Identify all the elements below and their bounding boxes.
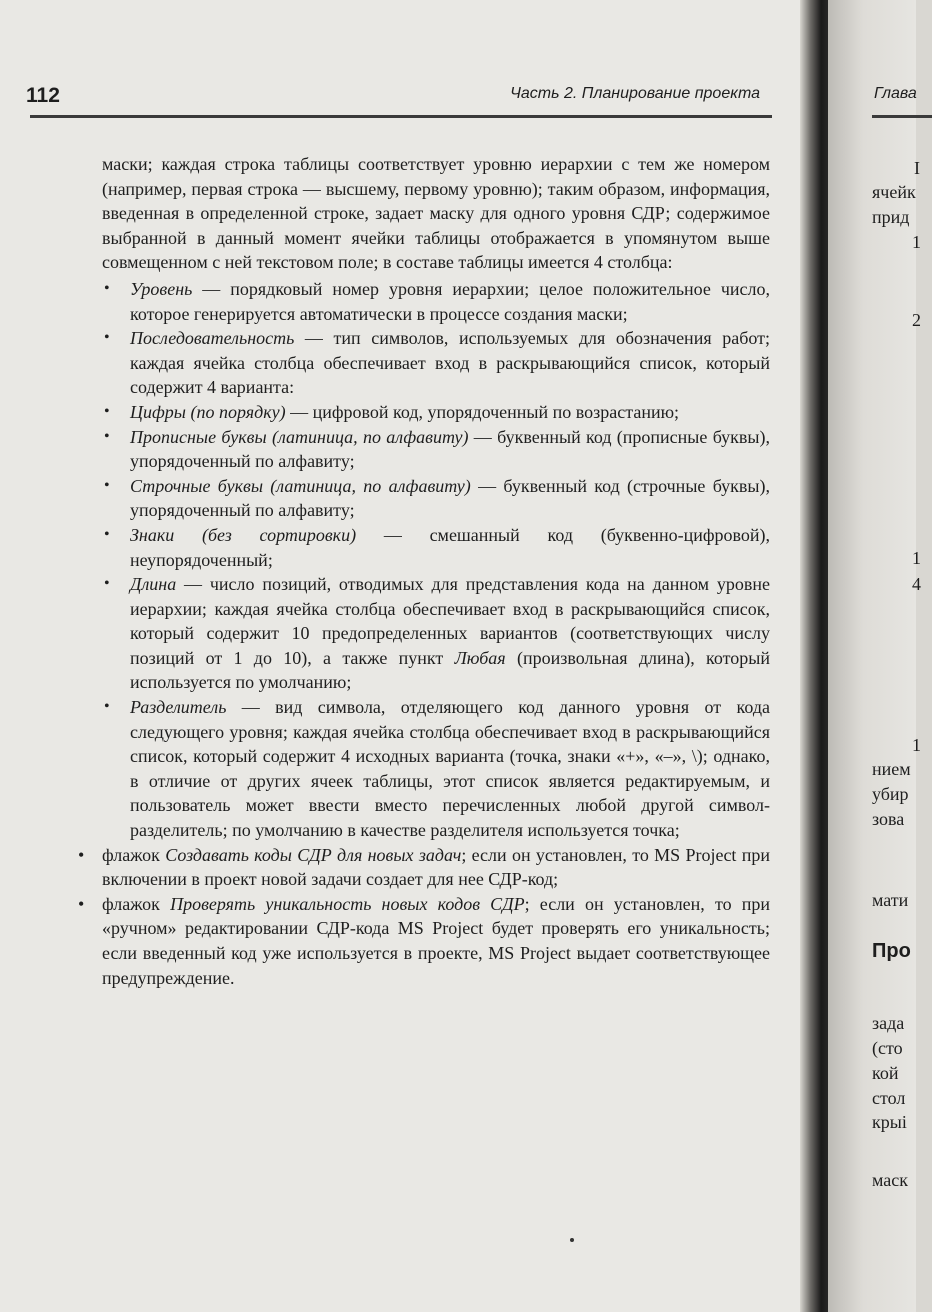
speck xyxy=(570,1238,574,1242)
item-term: Последовательность xyxy=(130,328,295,349)
item-text: ; если он установлен, то MS Project при включении в проект новой задачи создает для нее СДР-код; xyxy=(102,844,770,890)
item-text: — смешанный код (буквенно-цифровой), неупорядоченный; xyxy=(130,524,770,570)
right-fragment: (сто xyxy=(872,1038,903,1058)
item-text: — число позиций, отводимых для представления кода на данном уровне иерархии; каждая ячейка столбца обеспечивает вход в раскрывающийся список, который содержит 10 предопределенных вариантов (соответствующих числу позиций от 1 до 10), а также пункт xyxy=(130,574,770,668)
right-fragment: убир xyxy=(872,784,909,804)
item-term: Длина xyxy=(130,574,177,595)
list-item xyxy=(130,572,770,695)
body-text xyxy=(102,152,770,990)
flag-list xyxy=(102,843,770,991)
right-header-rule xyxy=(872,115,932,118)
right-fragment: крыі xyxy=(872,1112,907,1132)
right-fragment: зова xyxy=(872,809,905,829)
item-text: — буквенный код (прописные буквы), упорядоченный по алфавиту; xyxy=(130,426,771,472)
right-fragment: нием xyxy=(872,759,911,779)
list-item xyxy=(102,892,770,990)
list-item xyxy=(130,326,770,400)
book-gutter xyxy=(800,0,830,1312)
right-page xyxy=(828,0,921,1312)
list-item xyxy=(130,474,770,523)
list-item xyxy=(130,695,770,843)
right-fragment: 4 xyxy=(912,574,921,594)
item-text: — тип символов, используемых для обозначения работ; каждая ячейка столбца обеспечивает вход в раскрывающийся список, который содержит 4 варианта: xyxy=(130,328,770,398)
right-fragment: 1 xyxy=(912,232,921,252)
list-item xyxy=(130,425,770,474)
right-heading-fragment: Про xyxy=(872,940,911,962)
item-term: Любая xyxy=(454,647,506,668)
item-text: — буквенный код (строчные буквы), упорядоченный по алфавиту; xyxy=(130,475,770,521)
right-fragment: мати xyxy=(872,890,909,910)
right-fragment: 2 xyxy=(912,310,921,330)
running-head: Часть 2. Планирование проекта xyxy=(510,85,760,102)
header-rule xyxy=(30,115,772,118)
right-fragment: 1 xyxy=(912,548,921,568)
item-term: Цифры (по порядку) xyxy=(130,401,286,422)
right-fragment: кой xyxy=(872,1063,899,1083)
right-fragment: зада xyxy=(872,1013,905,1033)
list-item xyxy=(102,843,770,892)
right-fragment: стол xyxy=(872,1088,906,1108)
column-list xyxy=(102,277,770,843)
list-item xyxy=(130,277,770,326)
item-term: Знаки (без сортировки) xyxy=(130,524,357,545)
item-term: Уровень xyxy=(130,278,193,299)
item-term: Разделитель xyxy=(130,697,227,718)
right-fragment: 1 xyxy=(912,735,921,755)
intro-paragraph: маски; каждая строка таблицы соответствует уровню иерархии с тем же номером (например, первая строка — высшему, первому уровню); таким образом, информация, введенная в определенной строке, задает маску для одного уровня СДР; содержимое выбранной в данный момент ячейки таблицы отображается в упомянутом выше совмещенном с ней текстовом поле; в составе таблицы имеется 4 столбца: xyxy=(102,154,770,273)
item-text: — вид символа, отделяющего код данного уровня от кода следующего уровня; каждая ячейка столбца обеспечивает вход в раскрывающийся список, который содержит 4 исходных варианта (точка, знаки «+», «–», \); однако, в отличие от других ячеек таблицы, этот список является редактируемым, и пользователь может ввести вместо перечисленных любой другой символ-разделитель; по умолчанию в качестве разделителя используется точка; xyxy=(130,697,770,841)
right-fragment: ячейк xyxy=(872,182,916,202)
item-lead: флажок xyxy=(102,844,166,865)
item-text: — цифровой код, упорядоченный по возрастанию; xyxy=(285,401,680,422)
item-term: Прописные буквы (латиница, по алфавиту) xyxy=(130,426,469,447)
item-term: Создавать коды СДР для новых задач xyxy=(165,844,462,865)
item-term: Проверять уникальность новых кодов СДР xyxy=(170,893,525,914)
item-term: Строчные буквы (латиница, по алфавиту) xyxy=(130,475,471,496)
item-lead: флажок xyxy=(102,893,171,914)
right-fragment: I xyxy=(914,158,920,178)
item-text: — порядковый номер уровня иерархии; целое положительное число, которое генерируется автоматически в процессе создания маски; xyxy=(130,278,770,324)
right-fragment: маск xyxy=(872,1170,908,1190)
item-text: ; если он установлен, то при «ручном» редактировании СДР-кода MS Project будет проверять его уникальность; если введенный код уже используется в проекте, MS Project выдает соответствующее предупреждение. xyxy=(102,893,770,988)
page-number: 112 xyxy=(26,84,60,107)
list-item xyxy=(130,523,770,572)
right-fragment: прид xyxy=(872,207,910,227)
item-text: (произвольная длина), который используется по умолчанию; xyxy=(130,647,770,693)
list-item xyxy=(130,400,770,425)
right-running-head: Глава xyxy=(874,85,917,102)
